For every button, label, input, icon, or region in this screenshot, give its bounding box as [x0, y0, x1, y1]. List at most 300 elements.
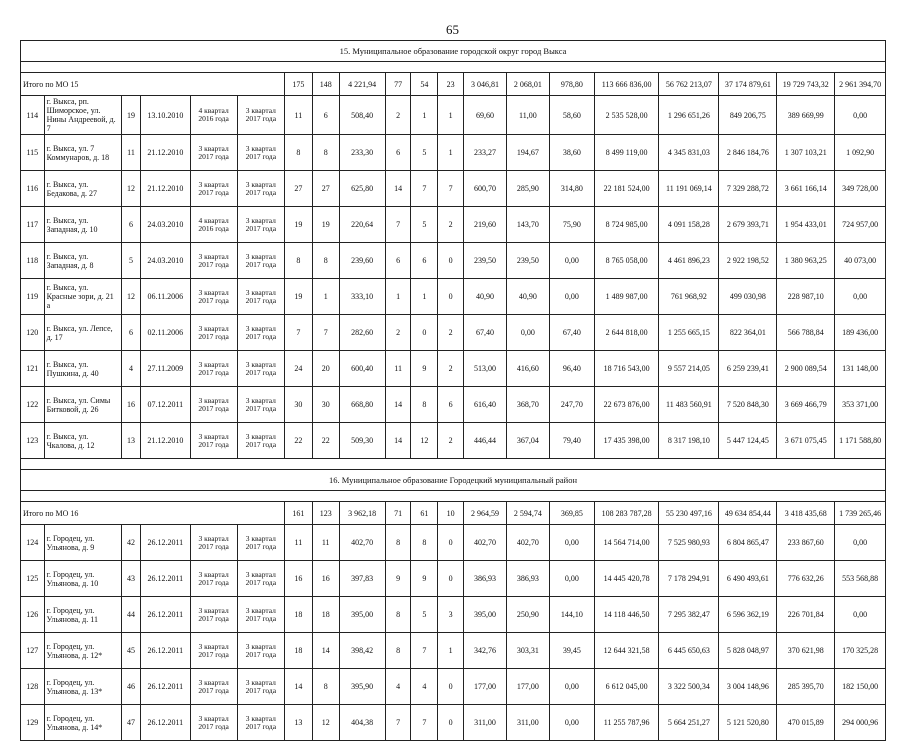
table-cell: 7 295 382,47: [659, 597, 719, 633]
table-cell: 386,93: [464, 561, 507, 597]
table-row: [21, 135, 886, 171]
table-cell: 96,40: [549, 351, 594, 387]
table-cell: 5 828 048,97: [719, 633, 777, 669]
table-cell: 0: [438, 243, 464, 279]
table-cell: 7: [438, 171, 464, 207]
table-cell: 13: [284, 705, 312, 741]
table-cell: 0: [438, 669, 464, 705]
table-cell: 446,44: [464, 423, 507, 459]
address-cell: г. Выкса, ул. Западная, д. 8: [44, 243, 121, 279]
table-cell: 26.12.2011: [141, 669, 190, 705]
total-cell: 2 068,01: [506, 73, 549, 96]
table-cell: 44: [121, 597, 140, 633]
table-row: [21, 351, 886, 387]
quarter-cell: 3 квартал 2017 года: [237, 669, 284, 705]
total-cell: 10: [438, 502, 464, 525]
total-label: Итого по МО 15: [21, 73, 285, 96]
table-cell: 24: [284, 351, 312, 387]
table-cell: 07.12.2011: [141, 387, 190, 423]
table-cell: 353 371,00: [835, 387, 886, 423]
total-cell: 2 961 394,70: [835, 73, 886, 96]
table-cell: 67,40: [464, 315, 507, 351]
table-cell: 9: [411, 561, 438, 597]
total-cell: 978,80: [549, 73, 594, 96]
address-cell: г. Городец, ул. Ульянова, д. 9: [44, 525, 121, 561]
table-cell: 6: [411, 243, 438, 279]
table-cell: 14 445 420,78: [594, 561, 658, 597]
table-cell: 2 922 198,52: [719, 243, 777, 279]
table-cell: 5 121 520,80: [719, 705, 777, 741]
total-cell: 113 666 836,00: [594, 73, 658, 96]
table-cell: 21.12.2010: [141, 171, 190, 207]
table-cell: 282,60: [339, 315, 385, 351]
table-cell: 5: [411, 135, 438, 171]
table-cell: 368,70: [506, 387, 549, 423]
quarter-cell: 3 квартал 2017 года: [237, 561, 284, 597]
table-cell: 11 483 560,91: [659, 387, 719, 423]
table-cell: 02.11.2006: [141, 315, 190, 351]
table-cell: 19: [284, 279, 312, 315]
table-cell: 45: [121, 633, 140, 669]
table-cell: 1: [385, 279, 411, 315]
table-cell: 22 673 876,00: [594, 387, 658, 423]
table-cell: 2 679 393,71: [719, 207, 777, 243]
table-cell: 0: [438, 525, 464, 561]
page-number: 65: [446, 22, 459, 37]
table-cell: 14: [385, 423, 411, 459]
address-cell: г. Выкса, рп. Шиморское, ул. Нины Андреевой, д. 7: [44, 96, 121, 135]
table-cell: 8 317 198,10: [659, 423, 719, 459]
table-cell: 19: [312, 207, 339, 243]
table-cell: 389 669,99: [777, 96, 835, 135]
table-cell: 7 520 848,30: [719, 387, 777, 423]
total-cell: 161: [284, 502, 312, 525]
spacer-cell: [21, 459, 886, 470]
table-cell: 6 490 493,61: [719, 561, 777, 597]
table-cell: 0,00: [835, 96, 886, 135]
row-number: 126: [21, 597, 45, 633]
row-number: 117: [21, 207, 45, 243]
table-cell: 13: [121, 423, 140, 459]
row-number: 119: [21, 279, 45, 315]
row-number: 122: [21, 387, 45, 423]
total-cell: 77: [385, 73, 411, 96]
table-cell: 19: [284, 207, 312, 243]
total-label: Итого по МО 16: [21, 502, 285, 525]
table-cell: 21.12.2010: [141, 135, 190, 171]
section-header-row: [21, 41, 886, 62]
table-cell: 0,00: [835, 597, 886, 633]
spacer-row: [21, 62, 886, 73]
table-cell: 625,80: [339, 171, 385, 207]
address-cell: г. Городец, ул. Ульянова, д. 11: [44, 597, 121, 633]
table-cell: 16: [121, 387, 140, 423]
table-cell: 2: [438, 315, 464, 351]
address-cell: г. Выкса, ул. Западная, д. 10: [44, 207, 121, 243]
table-cell: 402,70: [506, 525, 549, 561]
table-cell: 311,00: [464, 705, 507, 741]
table-cell: 600,70: [464, 171, 507, 207]
table-cell: 6 596 362,19: [719, 597, 777, 633]
quarter-cell: 3 квартал 2017 года: [237, 171, 284, 207]
table-cell: 395,90: [339, 669, 385, 705]
table-cell: 194,67: [506, 135, 549, 171]
table-cell: 27.11.2009: [141, 351, 190, 387]
table-cell: 14: [284, 669, 312, 705]
quarter-cell: 3 квартал 2017 года: [190, 387, 237, 423]
table-cell: 11: [385, 351, 411, 387]
table-cell: 16: [312, 561, 339, 597]
table-cell: 170 325,28: [835, 633, 886, 669]
section-title: 16. Муниципальное образование Городецкий муниципальный район: [21, 470, 886, 491]
table-cell: 8: [411, 525, 438, 561]
table-cell: 16: [284, 561, 312, 597]
table-cell: 8 765 058,00: [594, 243, 658, 279]
table-cell: 11 255 787,96: [594, 705, 658, 741]
quarter-cell: 3 квартал 2017 года: [237, 423, 284, 459]
spacer-cell: [21, 491, 886, 502]
table-cell: 776 632,26: [777, 561, 835, 597]
table-cell: 22: [312, 423, 339, 459]
table-cell: 294 000,96: [835, 705, 886, 741]
table-cell: 233 867,60: [777, 525, 835, 561]
address-cell: г. Выкса, ул. Пушкина, д. 40: [44, 351, 121, 387]
quarter-cell: 3 квартал 2017 года: [237, 315, 284, 351]
total-cell: 54: [411, 73, 438, 96]
table-cell: 3 322 500,34: [659, 669, 719, 705]
spacer-row: [21, 459, 886, 470]
quarter-cell: 3 квартал 2017 года: [237, 96, 284, 135]
table-cell: 314,80: [549, 171, 594, 207]
table-cell: 8: [312, 135, 339, 171]
table-cell: 39,45: [549, 633, 594, 669]
table-cell: 0,00: [549, 525, 594, 561]
table-cell: 1 380 963,25: [777, 243, 835, 279]
table-cell: 17 435 398,00: [594, 423, 658, 459]
spacer-cell: [21, 62, 886, 73]
table-cell: 13.10.2010: [141, 96, 190, 135]
table-cell: 7: [284, 315, 312, 351]
table-cell: 11: [284, 525, 312, 561]
table-cell: 9: [385, 561, 411, 597]
quarter-cell: 3 квартал 2017 года: [190, 315, 237, 351]
table-cell: 6: [121, 315, 140, 351]
quarter-cell: 3 квартал 2017 года: [190, 561, 237, 597]
table-cell: 600,40: [339, 351, 385, 387]
table-cell: 416,60: [506, 351, 549, 387]
table-cell: 18: [312, 597, 339, 633]
table-cell: 8: [312, 669, 339, 705]
table-cell: 311,00: [506, 705, 549, 741]
table-cell: 14: [385, 387, 411, 423]
total-cell: 2 594,74: [506, 502, 549, 525]
table-cell: 2 644 818,00: [594, 315, 658, 351]
table-cell: 40 073,00: [835, 243, 886, 279]
table-cell: 8: [411, 387, 438, 423]
table-cell: 2: [438, 351, 464, 387]
total-cell: 175: [284, 73, 312, 96]
total-cell: 37 174 879,61: [719, 73, 777, 96]
table-cell: 367,04: [506, 423, 549, 459]
table-cell: 43: [121, 561, 140, 597]
table-cell: 1 296 651,26: [659, 96, 719, 135]
table-cell: 26.12.2011: [141, 633, 190, 669]
total-cell: 61: [411, 502, 438, 525]
table-cell: 566 788,84: [777, 315, 835, 351]
table-cell: 8: [385, 525, 411, 561]
table-cell: 402,70: [339, 525, 385, 561]
table-row: [21, 96, 886, 135]
table-cell: 285,90: [506, 171, 549, 207]
total-cell: 3 046,81: [464, 73, 507, 96]
quarter-cell: 3 квартал 2017 года: [237, 633, 284, 669]
table-cell: 1 171 588,80: [835, 423, 886, 459]
table-cell: 8: [385, 597, 411, 633]
table-cell: 349 728,00: [835, 171, 886, 207]
total-cell: 1 739 265,46: [835, 502, 886, 525]
table-cell: 239,50: [506, 243, 549, 279]
table-cell: 26.12.2011: [141, 561, 190, 597]
table-cell: 239,60: [339, 243, 385, 279]
table-cell: 8: [284, 243, 312, 279]
spacer-row: [21, 491, 886, 502]
quarter-cell: 4 квартал 2016 года: [190, 96, 237, 135]
table-cell: 397,83: [339, 561, 385, 597]
table-cell: 303,31: [506, 633, 549, 669]
table-cell: 395,00: [464, 597, 507, 633]
table-cell: 4 461 896,23: [659, 243, 719, 279]
table-cell: 386,93: [506, 561, 549, 597]
table-cell: 0,00: [549, 243, 594, 279]
address-cell: г. Выкса, ул. 7 Коммунаров, д. 18: [44, 135, 121, 171]
section-header-row: [21, 470, 886, 491]
table-cell: 8: [385, 633, 411, 669]
table-row: [21, 279, 886, 315]
table-cell: 7: [411, 633, 438, 669]
table-cell: 6: [121, 207, 140, 243]
table-row: [21, 561, 886, 597]
quarter-cell: 3 квартал 2017 года: [190, 597, 237, 633]
row-number: 121: [21, 351, 45, 387]
table-cell: 2: [385, 315, 411, 351]
table-cell: 1: [438, 96, 464, 135]
table-cell: 9: [411, 351, 438, 387]
table-cell: 24.03.2010: [141, 207, 190, 243]
quarter-cell: 3 квартал 2017 года: [237, 705, 284, 741]
table-row: [21, 243, 886, 279]
table-cell: 370 621,98: [777, 633, 835, 669]
row-number: 125: [21, 561, 45, 597]
table-cell: 724 957,00: [835, 207, 886, 243]
table-row: [21, 423, 886, 459]
table-cell: 0: [438, 279, 464, 315]
table-cell: 398,42: [339, 633, 385, 669]
table-cell: 2 846 184,76: [719, 135, 777, 171]
row-number: 128: [21, 669, 45, 705]
table-cell: 3 004 148,96: [719, 669, 777, 705]
table-cell: 0,00: [835, 279, 886, 315]
table-cell: 1 092,90: [835, 135, 886, 171]
table-cell: 4: [121, 351, 140, 387]
table-cell: 1: [312, 279, 339, 315]
table-cell: 8: [284, 135, 312, 171]
total-cell: 123: [312, 502, 339, 525]
table-cell: 46: [121, 669, 140, 705]
table-row: [21, 315, 886, 351]
table-cell: 30: [284, 387, 312, 423]
table-cell: 11: [284, 96, 312, 135]
row-number: 123: [21, 423, 45, 459]
table-cell: 18 716 543,00: [594, 351, 658, 387]
table-cell: 143,70: [506, 207, 549, 243]
table-cell: 1: [411, 279, 438, 315]
table-cell: 182 150,00: [835, 669, 886, 705]
address-cell: г. Городец, ул. Ульянова, д. 10: [44, 561, 121, 597]
table-cell: 11,00: [506, 96, 549, 135]
total-cell: 49 634 854,44: [719, 502, 777, 525]
quarter-cell: 3 квартал 2017 года: [190, 171, 237, 207]
quarter-cell: 3 квартал 2017 года: [237, 207, 284, 243]
table-cell: 5: [121, 243, 140, 279]
table-cell: 20: [312, 351, 339, 387]
table-cell: 4 091 158,28: [659, 207, 719, 243]
table-cell: 6: [385, 135, 411, 171]
row-number: 118: [21, 243, 45, 279]
quarter-cell: 3 квартал 2017 года: [190, 525, 237, 561]
table-cell: 1: [438, 633, 464, 669]
table-cell: 2 900 089,54: [777, 351, 835, 387]
total-cell: 3 962,18: [339, 502, 385, 525]
table-cell: 8: [312, 243, 339, 279]
table-cell: 177,00: [464, 669, 507, 705]
table-cell: 250,90: [506, 597, 549, 633]
table-cell: 18: [284, 597, 312, 633]
table-cell: 21.12.2010: [141, 423, 190, 459]
table-cell: 402,70: [464, 525, 507, 561]
total-cell: 71: [385, 502, 411, 525]
row-number: 115: [21, 135, 45, 171]
table-cell: 1: [438, 135, 464, 171]
total-cell: 23: [438, 73, 464, 96]
table-cell: 22: [284, 423, 312, 459]
row-number: 116: [21, 171, 45, 207]
table-cell: 513,00: [464, 351, 507, 387]
total-cell: 19 729 743,32: [777, 73, 835, 96]
table-cell: 06.11.2006: [141, 279, 190, 315]
table-cell: 7: [411, 171, 438, 207]
table-cell: 2 535 528,00: [594, 96, 658, 135]
section-total-row: [21, 502, 886, 525]
table-cell: 499 030,98: [719, 279, 777, 315]
table-cell: 3 661 166,14: [777, 171, 835, 207]
quarter-cell: 3 квартал 2017 года: [237, 597, 284, 633]
total-cell: 4 221,94: [339, 73, 385, 96]
table-row: [21, 669, 886, 705]
quarter-cell: 3 квартал 2017 года: [190, 135, 237, 171]
table-cell: 6: [438, 387, 464, 423]
table-cell: 7: [385, 705, 411, 741]
table-cell: 18: [284, 633, 312, 669]
address-cell: г. Городец, ул. Ульянова, д. 14*: [44, 705, 121, 741]
row-number: 124: [21, 525, 45, 561]
table-cell: 1 954 433,01: [777, 207, 835, 243]
table-cell: 79,40: [549, 423, 594, 459]
quarter-cell: 3 квартал 2017 года: [237, 387, 284, 423]
table-cell: 4: [411, 669, 438, 705]
table-cell: 75,90: [549, 207, 594, 243]
table-cell: 553 568,88: [835, 561, 886, 597]
table-cell: 5 664 251,27: [659, 705, 719, 741]
table-cell: 6 259 239,41: [719, 351, 777, 387]
table-cell: 12: [411, 423, 438, 459]
table-cell: 42: [121, 525, 140, 561]
table-cell: 508,40: [339, 96, 385, 135]
table-cell: 5: [411, 597, 438, 633]
table-cell: 3 671 075,45: [777, 423, 835, 459]
table-cell: 1 307 103,21: [777, 135, 835, 171]
table-cell: 247,70: [549, 387, 594, 423]
table-row: [21, 207, 886, 243]
table-cell: 40,90: [464, 279, 507, 315]
quarter-cell: 3 квартал 2017 года: [237, 243, 284, 279]
table-cell: 761 968,92: [659, 279, 719, 315]
table-cell: 4: [385, 669, 411, 705]
table-cell: 11: [121, 135, 140, 171]
quarter-cell: 3 квартал 2017 года: [190, 633, 237, 669]
section-title: 15. Муниципальное образование городской округ город Выкса: [21, 41, 886, 62]
table-cell: 26.12.2011: [141, 525, 190, 561]
address-cell: г. Городец, ул. Ульянова, д. 12*: [44, 633, 121, 669]
quarter-cell: 3 квартал 2017 года: [190, 243, 237, 279]
table-cell: 2: [438, 207, 464, 243]
table-cell: 6: [385, 243, 411, 279]
table-cell: 7 329 288,72: [719, 171, 777, 207]
table-cell: 19: [121, 96, 140, 135]
table-cell: 6 445 650,63: [659, 633, 719, 669]
table-cell: 233,27: [464, 135, 507, 171]
table-cell: 1 489 987,00: [594, 279, 658, 315]
table-cell: 0: [438, 561, 464, 597]
table-cell: 67,40: [549, 315, 594, 351]
table-row: [21, 171, 886, 207]
quarter-cell: 3 квартал 2017 года: [237, 279, 284, 315]
address-cell: г. Выкса, ул. Чкалова, д. 12: [44, 423, 121, 459]
table-row: [21, 387, 886, 423]
table-row: [21, 525, 886, 561]
quarter-cell: 3 квартал 2017 года: [190, 423, 237, 459]
table-row: [21, 597, 886, 633]
table-cell: 8 724 985,00: [594, 207, 658, 243]
table-cell: 6 612 045,00: [594, 669, 658, 705]
table-cell: 3 669 466,79: [777, 387, 835, 423]
table-cell: 12 644 321,58: [594, 633, 658, 669]
table-cell: 14: [312, 633, 339, 669]
table-cell: 285 395,70: [777, 669, 835, 705]
table-cell: 0,00: [549, 561, 594, 597]
table-cell: 11 191 069,14: [659, 171, 719, 207]
table-cell: 7 178 294,91: [659, 561, 719, 597]
total-cell: 56 762 213,07: [659, 73, 719, 96]
table-cell: 404,38: [339, 705, 385, 741]
table-cell: 0: [411, 315, 438, 351]
table-cell: 144,10: [549, 597, 594, 633]
table-cell: 7: [411, 705, 438, 741]
address-cell: г. Выкса, ул. Лепсе, д. 17: [44, 315, 121, 351]
table-cell: 8 499 119,00: [594, 135, 658, 171]
quarter-cell: 3 квартал 2017 года: [237, 351, 284, 387]
table-cell: 849 206,75: [719, 96, 777, 135]
registry-table: [20, 40, 886, 741]
